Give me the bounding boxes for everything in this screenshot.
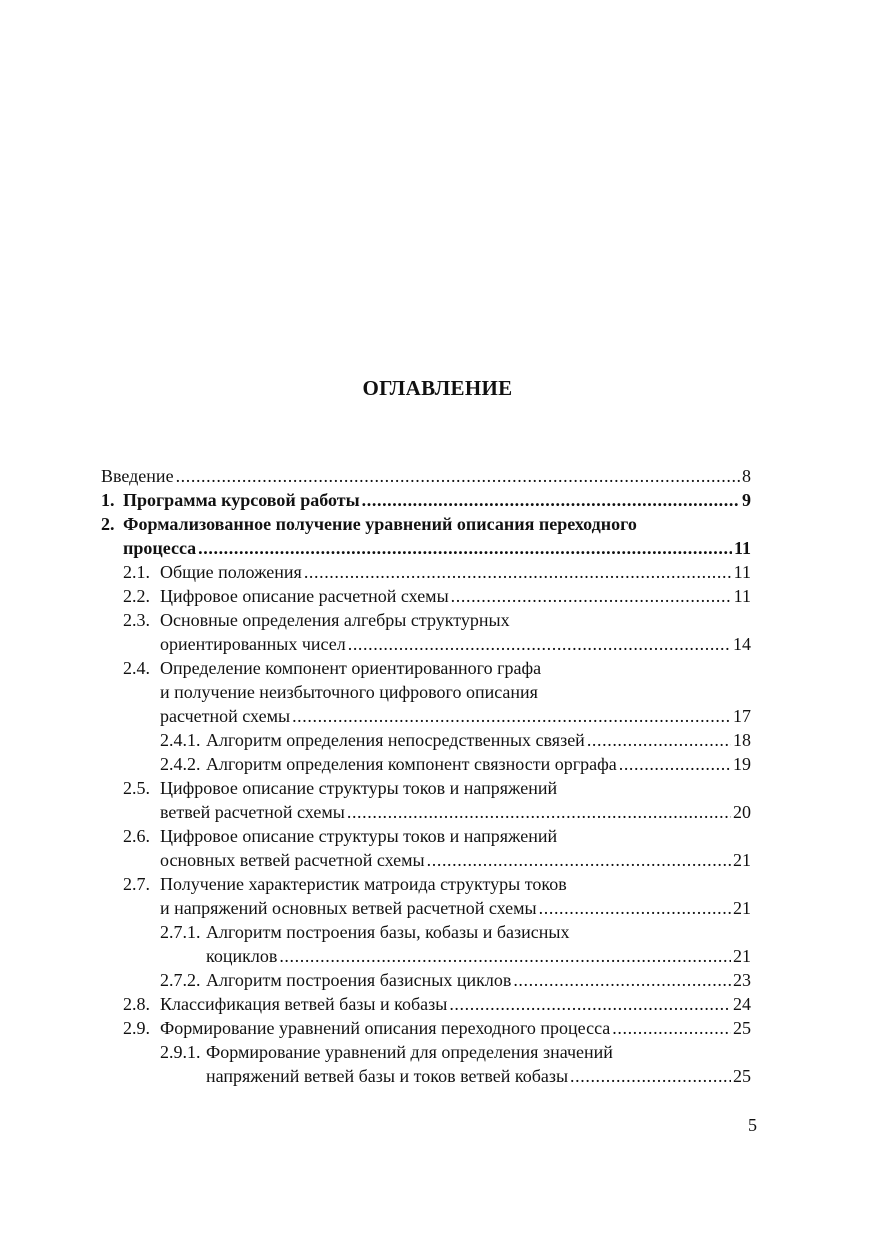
- toc-title: Введение: [101, 466, 174, 486]
- toc-number: 2.4.: [123, 658, 150, 678]
- toc-title: Цифровое описание расчетной схемы: [160, 586, 449, 606]
- toc-title: Алгоритм построения базы, кобазы и базисных: [206, 922, 570, 942]
- toc-title: Формирование уравнений для определения значений: [206, 1042, 613, 1062]
- toc-number: 2.4.2.: [160, 754, 201, 774]
- toc-number: 2.1.: [123, 562, 150, 582]
- toc-entry-line: [101, 1040, 751, 1064]
- toc-number: 2.9.1.: [160, 1042, 201, 1062]
- dot-leader: [176, 464, 740, 488]
- toc-entry-line: [101, 608, 751, 632]
- toc-entry: [101, 968, 751, 992]
- toc-title: Программа курсовой работы: [123, 490, 360, 510]
- toc-page-number: 21: [733, 946, 751, 966]
- toc-number: 2.4.1.: [160, 730, 201, 750]
- toc-page-number: 8: [742, 466, 751, 486]
- toc-number: 2.9.: [123, 1018, 150, 1038]
- toc-page-number: 17: [733, 706, 751, 726]
- dot-leader: [539, 896, 731, 920]
- toc-page-number: 20: [733, 802, 751, 822]
- dot-leader: [279, 944, 731, 968]
- toc-number: 2.7.1.: [160, 922, 201, 942]
- toc-number: 1.: [101, 490, 115, 510]
- toc-number: 2.5.: [123, 778, 150, 798]
- toc-entry: [101, 800, 751, 824]
- toc-title: Получение характеристик матроида структуры токов: [160, 874, 567, 894]
- toc-title: Формирование уравнений описания переходного процесса: [160, 1018, 611, 1038]
- toc-entry: [101, 728, 751, 752]
- dot-leader: [427, 848, 731, 872]
- toc-entry: [101, 560, 751, 584]
- toc-title: коциклов: [206, 946, 278, 966]
- toc-title: и напряжений основных ветвей расчетной схемы: [160, 898, 537, 918]
- toc-page-number: 11: [733, 562, 751, 582]
- toc-entry: [101, 584, 751, 608]
- page-title: ОГЛАВЛЕНИЕ: [362, 376, 513, 400]
- toc-entry-line: [101, 776, 751, 800]
- toc-title: ветвей расчетной схемы: [160, 802, 345, 822]
- toc-entry-line: [101, 872, 751, 896]
- toc-page-number: 11: [733, 586, 751, 606]
- toc-entry-line: [101, 824, 751, 848]
- toc-title: Алгоритм определения непосредственных связей: [206, 730, 585, 750]
- dot-leader: [570, 1064, 731, 1088]
- dot-leader: [348, 632, 731, 656]
- toc-entry: [101, 848, 751, 872]
- toc-page-number: 21: [733, 850, 751, 870]
- dot-leader: [587, 728, 731, 752]
- toc-page-number: 21: [733, 898, 751, 918]
- toc-title: процесса: [123, 538, 197, 558]
- toc-title: Цифровое описание структуры токов и напряжений: [160, 778, 558, 798]
- toc-entry-line: [101, 512, 751, 536]
- toc-page-number: 18: [733, 730, 751, 750]
- toc-entry: [101, 896, 751, 920]
- toc-entry-line: [101, 680, 751, 704]
- toc-title: Формализованное получение уравнений описания переходного: [123, 514, 637, 534]
- toc-title: основных ветвей расчетной схемы: [160, 850, 425, 870]
- toc-page-number: 9: [742, 490, 751, 510]
- toc-entry-line: [101, 656, 751, 680]
- table-of-contents: [101, 464, 751, 1088]
- toc-entry: [101, 992, 751, 1016]
- toc-title: Классификация ветвей базы и кобазы: [160, 994, 448, 1014]
- toc-number: 2.: [101, 514, 115, 534]
- toc-title: Определение компонент ориентированного графа: [160, 658, 542, 678]
- toc-entry: [101, 1064, 751, 1088]
- dot-leader: [451, 584, 732, 608]
- dot-leader: [304, 560, 732, 584]
- toc-title: Алгоритм построения базисных циклов: [206, 970, 512, 990]
- toc-number: 2.3.: [123, 610, 150, 630]
- toc-page-number: 23: [733, 970, 751, 990]
- toc-entry: [101, 488, 751, 512]
- dot-leader: [612, 1016, 731, 1040]
- toc-page-number: 14: [733, 634, 751, 654]
- toc-title: Общие положения: [160, 562, 302, 582]
- toc-entry: [101, 632, 751, 656]
- page-number: 5: [748, 1115, 757, 1135]
- toc-page-number: 11: [733, 538, 751, 558]
- toc-title: расчетной схемы: [160, 706, 291, 726]
- toc-number: 2.7.: [123, 874, 150, 894]
- toc-number: 2.2.: [123, 586, 150, 606]
- toc-entry: [101, 752, 751, 776]
- toc-entry: [101, 944, 751, 968]
- dot-leader: [619, 752, 731, 776]
- toc-page-number: 24: [733, 994, 751, 1014]
- toc-page-number: 25: [733, 1018, 751, 1038]
- dot-leader: [513, 968, 731, 992]
- toc-number: 2.6.: [123, 826, 150, 846]
- toc-entry: [101, 1016, 751, 1040]
- toc-title: Алгоритм определения компонент связности орграфа: [206, 754, 617, 774]
- toc-entry-line: [101, 920, 751, 944]
- toc-title: и получение неизбыточного цифрового описания: [160, 682, 538, 702]
- toc-number: 2.8.: [123, 994, 150, 1014]
- dot-leader: [449, 992, 731, 1016]
- dot-leader: [292, 704, 731, 728]
- toc-page-number: 19: [733, 754, 751, 774]
- toc-title: напряжений ветвей базы и токов ветвей кобазы: [206, 1066, 569, 1086]
- toc-entry: [101, 536, 751, 560]
- dot-leader: [347, 800, 731, 824]
- toc-title: Основные определения алгебры структурных: [160, 610, 510, 630]
- toc-page-number: 25: [733, 1066, 751, 1086]
- toc-entry: [101, 464, 751, 488]
- toc-entry: [101, 704, 751, 728]
- toc-title: Цифровое описание структуры токов и напряжений: [160, 826, 558, 846]
- dot-leader: [362, 488, 740, 512]
- toc-number: 2.7.2.: [160, 970, 201, 990]
- dot-leader: [198, 536, 732, 560]
- toc-title: ориентированных чисел: [160, 634, 346, 654]
